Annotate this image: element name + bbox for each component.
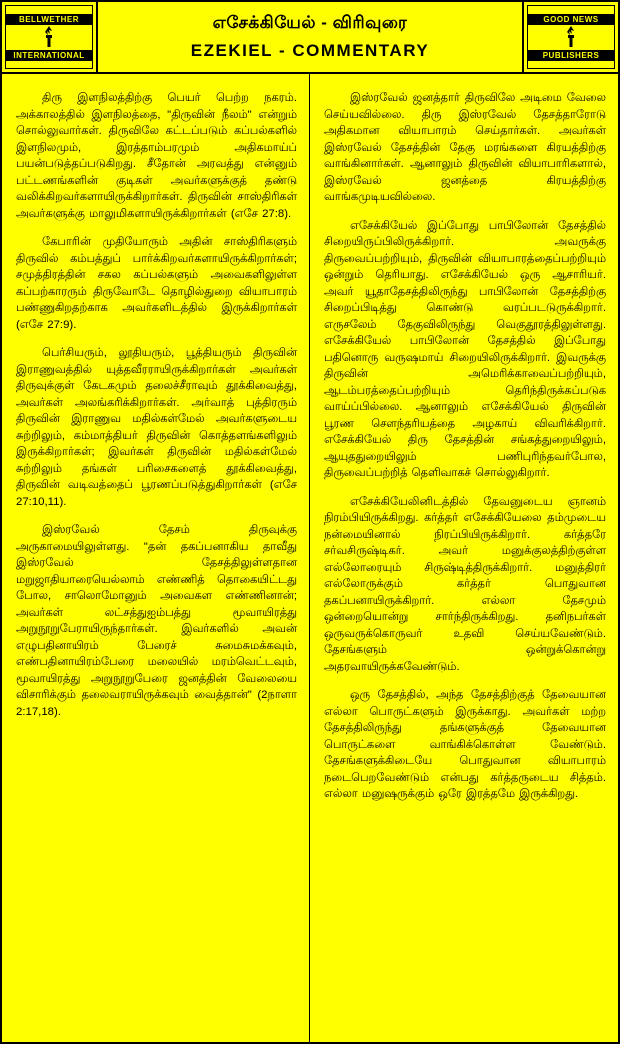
torch-icon: [6, 25, 92, 49]
paragraph: எசேக்கியேல் இப்போது பாபிலோன் தேசத்தில் சிறையிருப்பிலிருக்கிறார். அவருக்கு திருவைப்பற்றியும், திருவின் வியாபாரத்தைப்பற்றியும் ஒன்றும் தெரியாது. எசேக்கியேல் ஒரு ஆசாரியர். அவர் யூதாதேசத்திலிருந்து பாபிலோன் தேசத்திற்கு சிறைப்பிடித்து கொண்டு வரப்படடுருக்கிறார். எருசலேம் தேகுவிலிருந்து வெகுதூரத்திலுள்ளது. எசேக்கியேல் பாபிலோன் தேசத்தில் இப்போது பதினொரு வருஷமாய் சிறையிலிருக்கிறார். இவருக்கு திருவின் அமெரிக்காவைப்பற்றியும், ஆடம்பரத்தைப்பற்றியும் தெரிந்திருக்கப்படுக வாய்ப்பில்லை. ஆனாலும் எசேக்கியேல் திருவின் பூரண சௌந்தரியத்தை அழகாய் விவரிக்கிறார். எசேக்கியேல் திரு தேசத்தின் சங்கத்துறையிலும், ஆயுததுறையிலும் பணிபுரிந்தவர்போல, திருவைப்பற்றித் தெளிவாகச் சொல்லுகிறார்.: [324, 219, 606, 479]
bellwether-international-logo: [2, 2, 98, 72]
good-news-publishers-logo: [522, 2, 618, 72]
torch-icon-right: [528, 25, 614, 49]
paragraph: ஒரு தேசத்தில், அந்த தேசத்திற்குத் தேவையான எல்லா பொருட்களும் இருக்காது. அவர்கள் மற்ற தேசத்திலிருந்து தங்களுக்குத் தேவையான பொருட்களை வாங்கிக்கொள்ள வேண்டும். தேசங்களுக்கிடையே பொதுவான வியாபாரம் நடைபெறவேண்டும் என்பது கர்த்தருடைய சித்தம். எல்லா மனுஷருக்கும் ஒரே இரத்தமே இருக்கிறது.: [324, 689, 606, 800]
paragraph: பெர்சியரும், லூதியரும், பூத்தியரும் திருவின் இராணுவத்தில் யுத்தவீரராயிருக்கிறார்கள் அவர்கள் திருவுக்குள் கேடகமும் தலைச்சீராவும் தூக்கிவைத்து, அவர்கள் அலங்கரிக்கிறார்கள். அர்வாத் புத்திரரும் திருவின் இராணுவ மதில்கள்மேல் அவர்களுடைய சுற்றிலும், கம்மாத்தியர் திருவின் கொத்தளங்களிலும் இருக்கிறார்கள்; இவர்கள் திருவின் மதில்கள்மேல் சுற்றிலும் தங்கள் பரிசைகளைத் தூக்கிவைத்து, திருவின் வடிவத்தைப் பூரணப்படுத்துகிறார்கள் (எசே 27:10,11).: [16, 347, 297, 508]
left-column: [2, 74, 310, 1042]
paragraph: திரு இளநிலத்திற்கு பெயர் பெற்ற நகரம். அக்காலத்தில் இளநிலத்தை, "திருவின் நீலம்" என்றும் சொல்லுவார்கள். திருவிலே கட்டப்படும் கப்பல்களில் இளநிலமும், இரத்தாம்பரமும் அதிகமாய்ப் பயன்படுத்தப்படுகிறது. சீதோன் அரவத்து என்னும் பட்டணங்களின் குடிகள் அவர்களுக்குத் தண்டு வலிக்கிறவர்களாயிருக்கிறார்கள். திருவின் சாஸ்திரிகள் அவர்களுக்கு மாலுமிகளாயிருக்கிறார்கள் (எசே 27:8).: [16, 92, 297, 220]
good-news-logo-line2: PUBLISHERS: [528, 50, 614, 61]
page-header: [2, 2, 618, 74]
paragraph: எசேக்கியேலினிடத்தில் தேவனுடைய ஞானம் நிரம்பியிருக்கிறது. கர்த்தர் எசேக்கியேலை தம்முடைய நன்மையினால் நிரப்பியிருக்கிறார். கர்த்தரே சர்வசிருஷ்டிகர். அவர் மனுக்குலத்திற்குள்ள எல்லோரையும் சிருஷ்டித்திருக்கிறார். மனுத்திரர் எல்லோருக்கும் கர்த்தர் பொதுவான தகப்பனாயிருக்கிறார். எல்லா தேசமும் ஒன்றையொன்று சார்ந்திருக்கிறது. தனிநபர்கள் ஒருவருக்கொருவர் உதவி செய்யவேண்டும். தேசங்களும் ஒன்றுக்கொன்று அதரவாயிருக்கவேண்டும்.: [324, 495, 606, 673]
right-column: [310, 74, 618, 1042]
page-title: [98, 2, 522, 72]
paragraph: கேபாரின் முதியோரும் அதின் சாஸ்திரிகளும் திருவில் கம்பத்துப் பார்க்கிறவர்களாயிருக்கிறார்கள்; சமுத்திரத்தின் சகல கப்பல்களும் அவைகளிலுள்ள கப்பற்காரரும் திருவோடே தொழில்துறை வியாபாரம் பண்ணுகிறதற்காக அவர்களிடத்தில் இருக்கிறார்கள் (எசே 27:9).: [16, 236, 297, 331]
bellwether-logo-line1: BELLWETHER: [6, 14, 92, 25]
title-tamil: எசேக்கியேல் - விரிவுரை: [212, 13, 408, 32]
logo-frame-right: [527, 5, 615, 69]
paragraph: இஸ்ரவேல் தேசம் திருவுக்கு அருகாமையிலுள்ளது. "தன் தகப்பனாகிய தாவீது இஸ்ரவேல் தேசத்திலுள்ளதான மறுஜாதியாரையெல்லாம் எண்ணித் தொகையிட்டது போல, சாலொமோனும் அவைகள எண்ணினான்; அவர்கள் லட்சத்துஐம்பத்து மூவாயிரத்து அறுநூறுபேராயிருந்தார்கள். இவர்களில் அவன் எழுபதினாயிரம் பேரைச் சுமைசுமக்கவும், எண்பதினாயிரம்பேரை மலையில் மரம்வெட்டவும், மூவாயிரத்து அறுநூறுபேரை ஜனத்தின் வேலையை விசாரிக்கும் தலைவராயிருக்கவும் வைத்தான்" (2நாளா 2:17,18).: [16, 524, 297, 718]
title-english: EZEKIEL - COMMENTARY: [190, 41, 430, 60]
bellwether-logo-line2: INTERNATIONAL: [6, 50, 92, 61]
paragraph: இஸ்ரவேல் ஜனத்தார் திருவிலே அடிமை வேலை செய்யவில்லை. திரு இஸ்ரவேல் தேசத்தாரோடு அதிகமான வியாபாரம் செய்தார்கள். அவர்கள் இஸ்ரவேல் தேசத்தின் தேகு மரங்களை கிரயத்திற்கு வாங்கினார்கள். ஆனாலும் திருவின் வியாபாரிகளால், இஸ்ரவேல் ஜனத்தை கிரயத்திற்கு வாங்கமுடியவில்லை.: [324, 92, 606, 203]
logo-frame-left: [5, 5, 93, 69]
good-news-logo-line1: GOOD NEWS: [528, 14, 614, 25]
page-body: [2, 74, 618, 1042]
